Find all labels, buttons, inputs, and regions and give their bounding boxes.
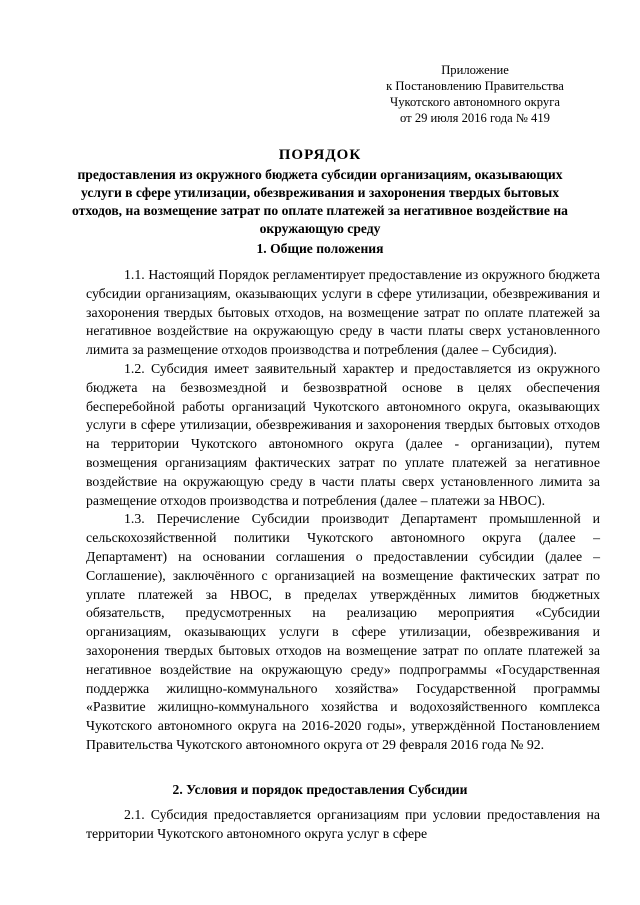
title-subtitle: предоставления из окружного бюджета субсидии организациям, оказывающих услуги в сфере утилизации, обезвреживания и захоронения твердых бытовых отходов, на возмещение затрат по оплате платежей за негативное воздействие на окружающую среду <box>72 167 568 236</box>
document-title <box>60 146 580 238</box>
section-2-heading: 2. Условия и порядок предоставления Субсидии <box>172 782 468 797</box>
paragraph-1-3: 1.3. Перечисление Субсидии производит Департамент промышленной и сельскохозяйственной политики Чукотского автономного округа (далее – Департамент) на основании соглашения о предоставлении субсидии (далее – Соглашение), заключённого с организацией на возмещение фактических затрат по уплате платежей за НВОС, в пределах утверждённых лимитов бюджетных обязательств, предусмотренных на реализацию мероприятия «Субсидии организациям, оказывающих услуги в сфере утилизации, обезвреживания и захоронения твердых бытовых отходов на возмещение затрат по оплате платежей за негативное воздействие на окружающую среду» подпрограммы «Государственная поддержка жилищно-коммунального хозяйства» Государственной программы «Развитие жилищно-коммунального хозяйства и водохозяйственного комплекса Чукотского автономного округа на 2016-2020 годы», утверждённой Постановлением Правительства Чукотского автономного округа от 29 февраля 2016 года № 92. <box>86 511 600 752</box>
paragraph-1-2: 1.2. Субсидия имеет заявительный характер и предоставляется из окружного бюджета на безвозмездной и безвозвратной основе в целях обеспечения бесперебойной работы организаций Чукотского автономного округа, оказывающих услуги в сфере утилизации, обезвреживания и захоронения твердых бытовых отходов на территории Чукотского автономного округа (далее - организации), путем возмещения организациям фактических затрат по уплате платежей за негативное воздействие на окружающую среду в части платы сверх установленного лимита за размещение отходов производства и потребления (далее – платежи за НВОС). <box>86 360 600 508</box>
appendix-date: от 29 июля 2016 года № 419 <box>400 111 550 125</box>
appendix-label: Приложение <box>441 63 509 77</box>
paragraph-2-1: 2.1. Субсидия предоставляется организациям при условии предоставления на территории Чукотского автономного округа услуг в сфере <box>86 807 600 841</box>
appendix-block <box>360 62 590 126</box>
paragraph-1-1: 1.1. Настоящий Порядок регламентирует предоставление из окружного бюджета субсидии организациям, оказывающих услуги в сфере утилизации, обезвреживания и захоронения твердых бытовых отходов, на возмещение затрат по оплате платежей за негативное воздействие на окружающую среду в части платы сверх установленного лимита за размещение отходов производства и потребления (далее – Субсидия). <box>86 267 600 358</box>
section-2-body <box>86 806 600 844</box>
title-main: ПОРЯДОК <box>278 147 362 163</box>
section-1-heading: 1. Общие положения <box>256 241 384 256</box>
appendix-region: Чукотского автономного округа <box>390 95 560 109</box>
section-1-body <box>86 266 600 755</box>
appendix-resolution: к Постановлению Правительства <box>386 79 564 93</box>
